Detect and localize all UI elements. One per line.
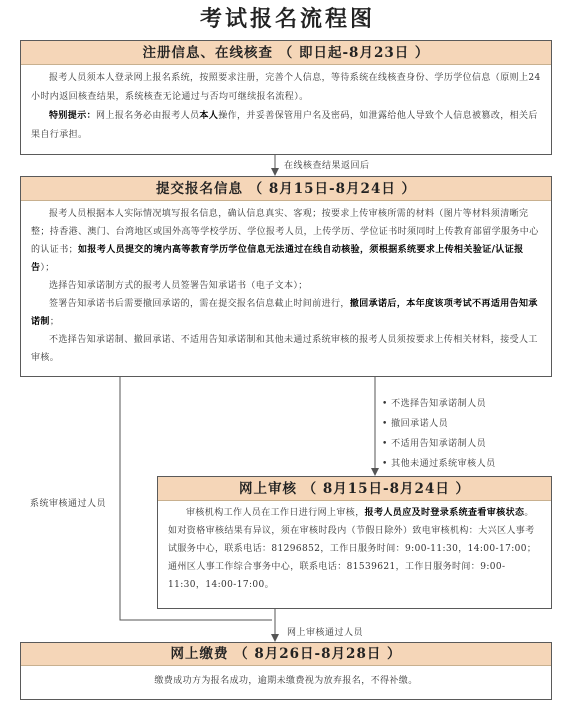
side-label-system-approved: 系统审核通过人员	[30, 499, 107, 509]
branch-item-label: 其他未通过系统审核人员	[391, 459, 496, 469]
step2-submit-box	[20, 176, 552, 377]
step1-body	[21, 65, 551, 145]
step4-body	[21, 666, 551, 691]
step2-para1	[31, 205, 541, 277]
step1-para1: 报考人员须本人登录网上报名系统，按照要求注册，完善个人信息，等待系统在线核查身份、学历学位信息（原则上24小时内返回核查结果，系统核查无论通过与否均可继续报名流程）。	[31, 73, 541, 102]
step3-heading: 网上审核 （ 8月15日-8月24日 ）	[158, 477, 551, 501]
step3-text2: 。如对资格审核结果有异议，须在审核时段内（节假日除外）致电审核机构：大兴区人事考试服务中心，联系电话：81296852，工作日服务时间：9:00-11:30，14:00-17:00；通州区人事工作综合事务中心，联系电话：81539621，工作日服务时间：9:00-11:30，14:00-17:00。	[168, 508, 537, 590]
arrow3-label: 网上审核通过人员	[287, 628, 364, 638]
branch-item: • 不适用告知承诺制人员	[382, 439, 487, 449]
step2-para3-bold: 撤回承诺后，本年度该项考试不再适用告知承诺制	[31, 299, 538, 327]
step2-para3-end: ；	[49, 317, 60, 327]
step2-para1-text: 报考人员根据本人实际情况填写报名信息，确认信息真实、客观；按要求上传审核所需的材料（图片等材料须清晰完整；持香港、澳门、台湾地区或国外高等学校学历、学位报考人员，上传学历、学位证书时须同时上传教育部留学服务中心的认证书；	[31, 209, 539, 255]
branch-item-label: 不选择告知承诺制人员	[391, 399, 487, 409]
step2-para3	[31, 295, 541, 331]
branch-item-label: 不适用告知承诺制人员	[391, 439, 487, 449]
special-note-label: 特别提示：	[49, 111, 97, 121]
branch-item-label: 撤回承诺人员	[391, 419, 449, 429]
step1-register-box	[20, 40, 552, 155]
step2-body	[21, 201, 551, 367]
step4-text: 缴费成功方为报名成功，逾期未缴费视为放弃报名，不得补缴。	[154, 676, 418, 686]
step2-heading: 提交报名信息 （ 8月15日-8月24日 ）	[21, 177, 551, 201]
step1-heading: 注册信息、在线核查 （ 即日起-8月23日 ）	[21, 41, 551, 65]
step2-para4: 不选择告知承诺制、撤回承诺、不适用告知承诺制和其他未通过系统审核的报考人员须按要求上传相关材料，接受人工审核。	[31, 335, 538, 363]
step3-para	[168, 504, 541, 594]
arrow1-label: 在线核查结果返回后	[284, 161, 370, 171]
step1-para2-text2: 操作，并妥善保管用户名及密码，如泄露给他人导致个人信息被篡改，相关后果自行承担。	[31, 111, 538, 140]
step2-para2: 选择告知承诺制方式的报考人员签署告知承诺书（电子文本）；	[49, 281, 308, 291]
step1-para2-bold: 本人	[199, 111, 219, 121]
page-title: 考试报名流程图	[199, 6, 375, 32]
branch-item: • 其他未通过系统审核人员	[382, 459, 496, 469]
step3-review-box	[157, 476, 552, 609]
step3-text1: 审核机构工作人员在工作日进行网上审核，	[186, 508, 365, 518]
branch-item: • 撤回承诺人员	[382, 419, 449, 429]
branch-item: • 不选择告知承诺制人员	[382, 399, 487, 409]
step3-body	[158, 501, 551, 594]
step2-para3-text: 签署告知承诺书后需要撤回承诺的，需在提交报名信息截止时间前进行，	[49, 299, 350, 309]
step1-para2	[31, 107, 541, 145]
step4-payment-box	[20, 642, 552, 700]
step3-bold: 报考人员应及时登录系统查看审核状态	[364, 508, 525, 518]
step2-para1-bold: 如报考人员提交的境内高等教育学历学位信息无法通过在线自动核验，须根据系统要求上传相关验证/认证报告	[31, 245, 524, 273]
step4-heading: 网上缴费 （ 8月26日-8月28日 ）	[21, 643, 551, 666]
step1-para2-text1: 网上报名务必由报考人员	[96, 111, 200, 121]
step2-para1-end: ）；	[40, 263, 55, 273]
